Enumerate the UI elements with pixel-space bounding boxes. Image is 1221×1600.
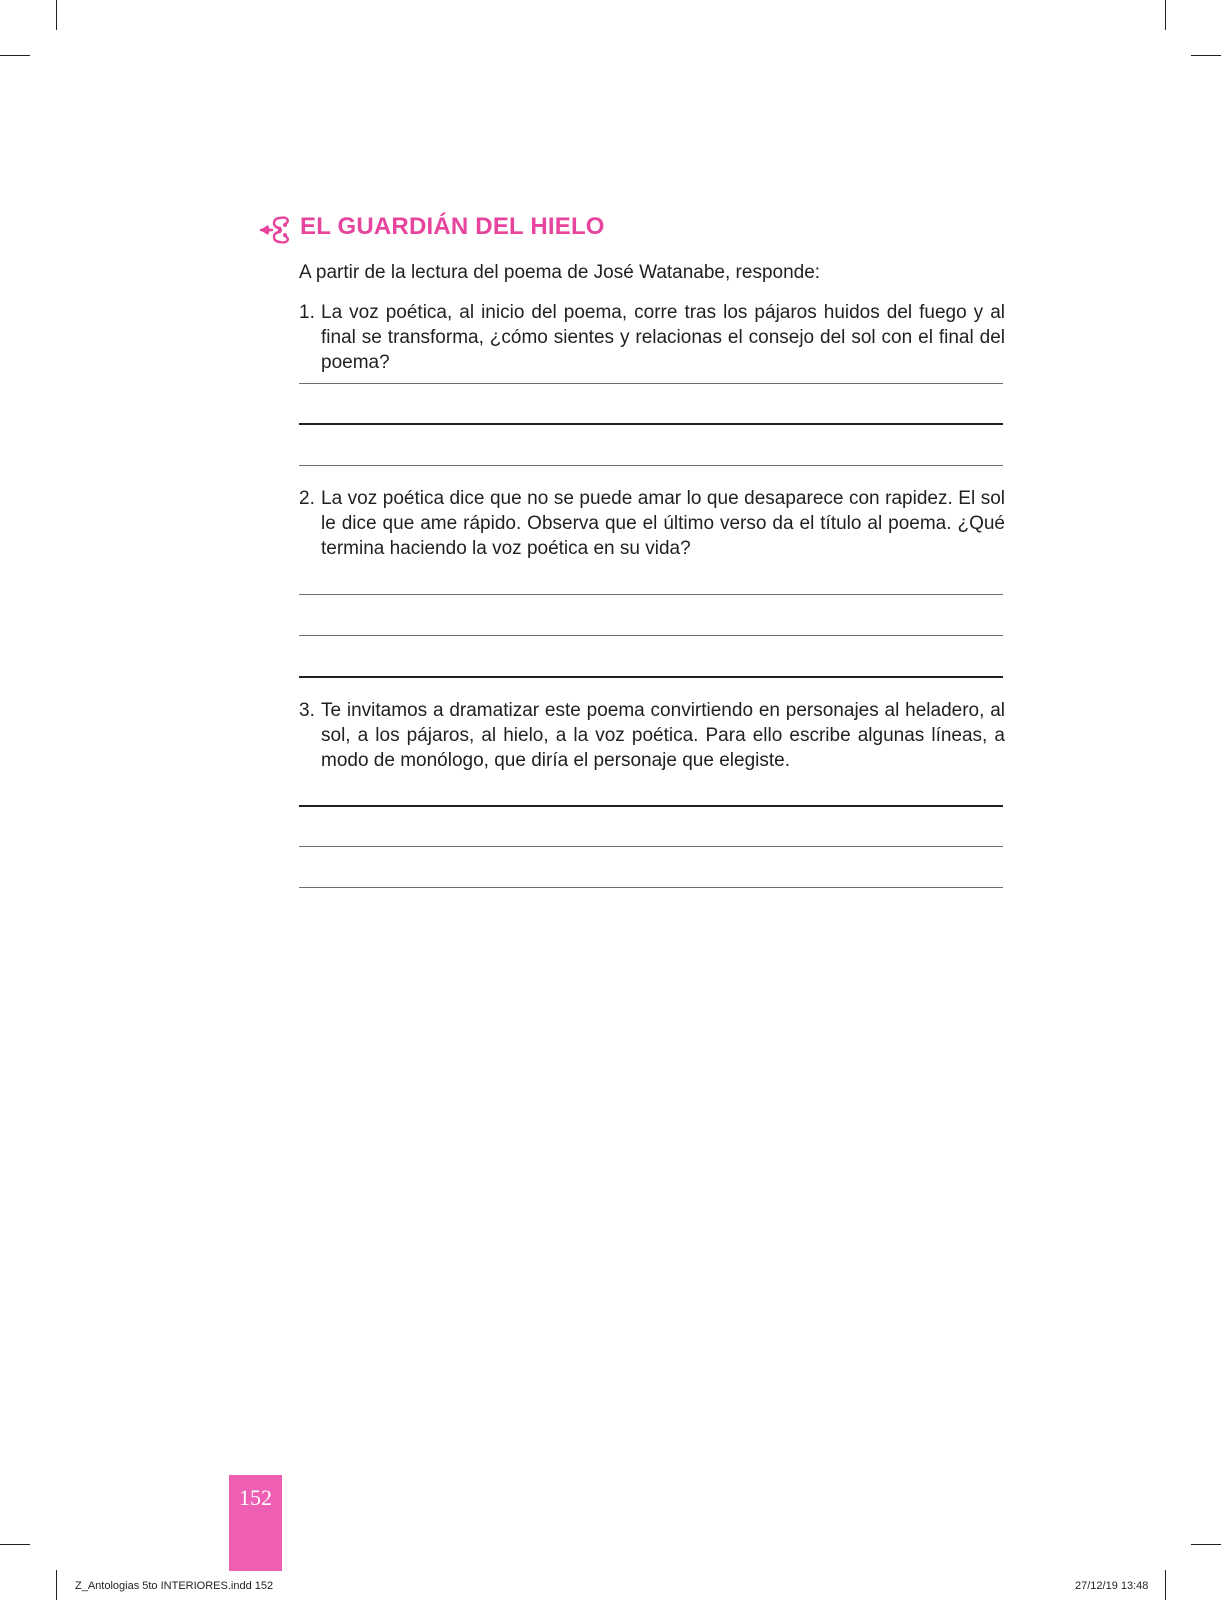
question-text: Te invitamos a dramatizar este poema convirtiendo en personajes al heladero, al sol, a los pájaros, al hielo, a la voz poética. Para ello escribe algunas líneas, a modo de monólogo, que diría el personaje que elegiste. xyxy=(321,700,1005,771)
instructions-text: A partir de la lectura del poema de José Watanabe, responde: xyxy=(299,262,821,283)
crop-mark xyxy=(56,0,57,30)
question-number: 2. xyxy=(299,488,315,509)
crop-mark xyxy=(0,55,30,56)
answer-line[interactable] xyxy=(299,465,1003,466)
question-3 xyxy=(299,698,1005,773)
question-text: La voz poética dice que no se puede amar lo que desaparece con rapidez. El sol le dice que ame rápido. Observa que el último verso da el título al poema. ¿Qué termina haciendo la voz poética en su vida? xyxy=(321,488,1005,559)
page-title: EL GUARDIÁN DEL HIELO xyxy=(300,213,605,240)
page-number-tab xyxy=(229,1475,282,1571)
question-number: 3. xyxy=(299,700,315,721)
answer-line[interactable] xyxy=(299,423,1003,425)
question-1 xyxy=(299,300,1005,375)
answer-line[interactable] xyxy=(299,594,1003,595)
crop-mark xyxy=(56,1570,57,1600)
crop-mark xyxy=(1191,55,1221,56)
question-number: 1. xyxy=(299,302,315,323)
crop-mark xyxy=(0,1544,30,1545)
fleur-ornament-icon xyxy=(258,212,292,248)
answer-line[interactable] xyxy=(299,676,1003,678)
crop-mark xyxy=(1191,1544,1221,1545)
file-slug: Z_Antologias 5to INTERIORES.indd 152 xyxy=(75,1580,274,1592)
crop-mark xyxy=(1165,1570,1166,1600)
answer-line[interactable] xyxy=(299,635,1003,636)
page-number: 152 xyxy=(239,1485,272,1510)
answer-line[interactable] xyxy=(299,887,1003,888)
question-text: La voz poética, al inicio del poema, corre tras los pájaros huidos del fuego y al final se transforma, ¿cómo sientes y relacionas el consejo del sol con el final del poema? xyxy=(321,302,1005,373)
answer-line[interactable] xyxy=(299,383,1003,384)
question-2 xyxy=(299,486,1005,561)
section-header xyxy=(258,210,1018,250)
answer-line[interactable] xyxy=(299,846,1003,847)
answer-line[interactable] xyxy=(299,805,1003,807)
date-slug: 27/12/19 13:48 xyxy=(1075,1580,1149,1592)
crop-mark xyxy=(1165,0,1166,30)
